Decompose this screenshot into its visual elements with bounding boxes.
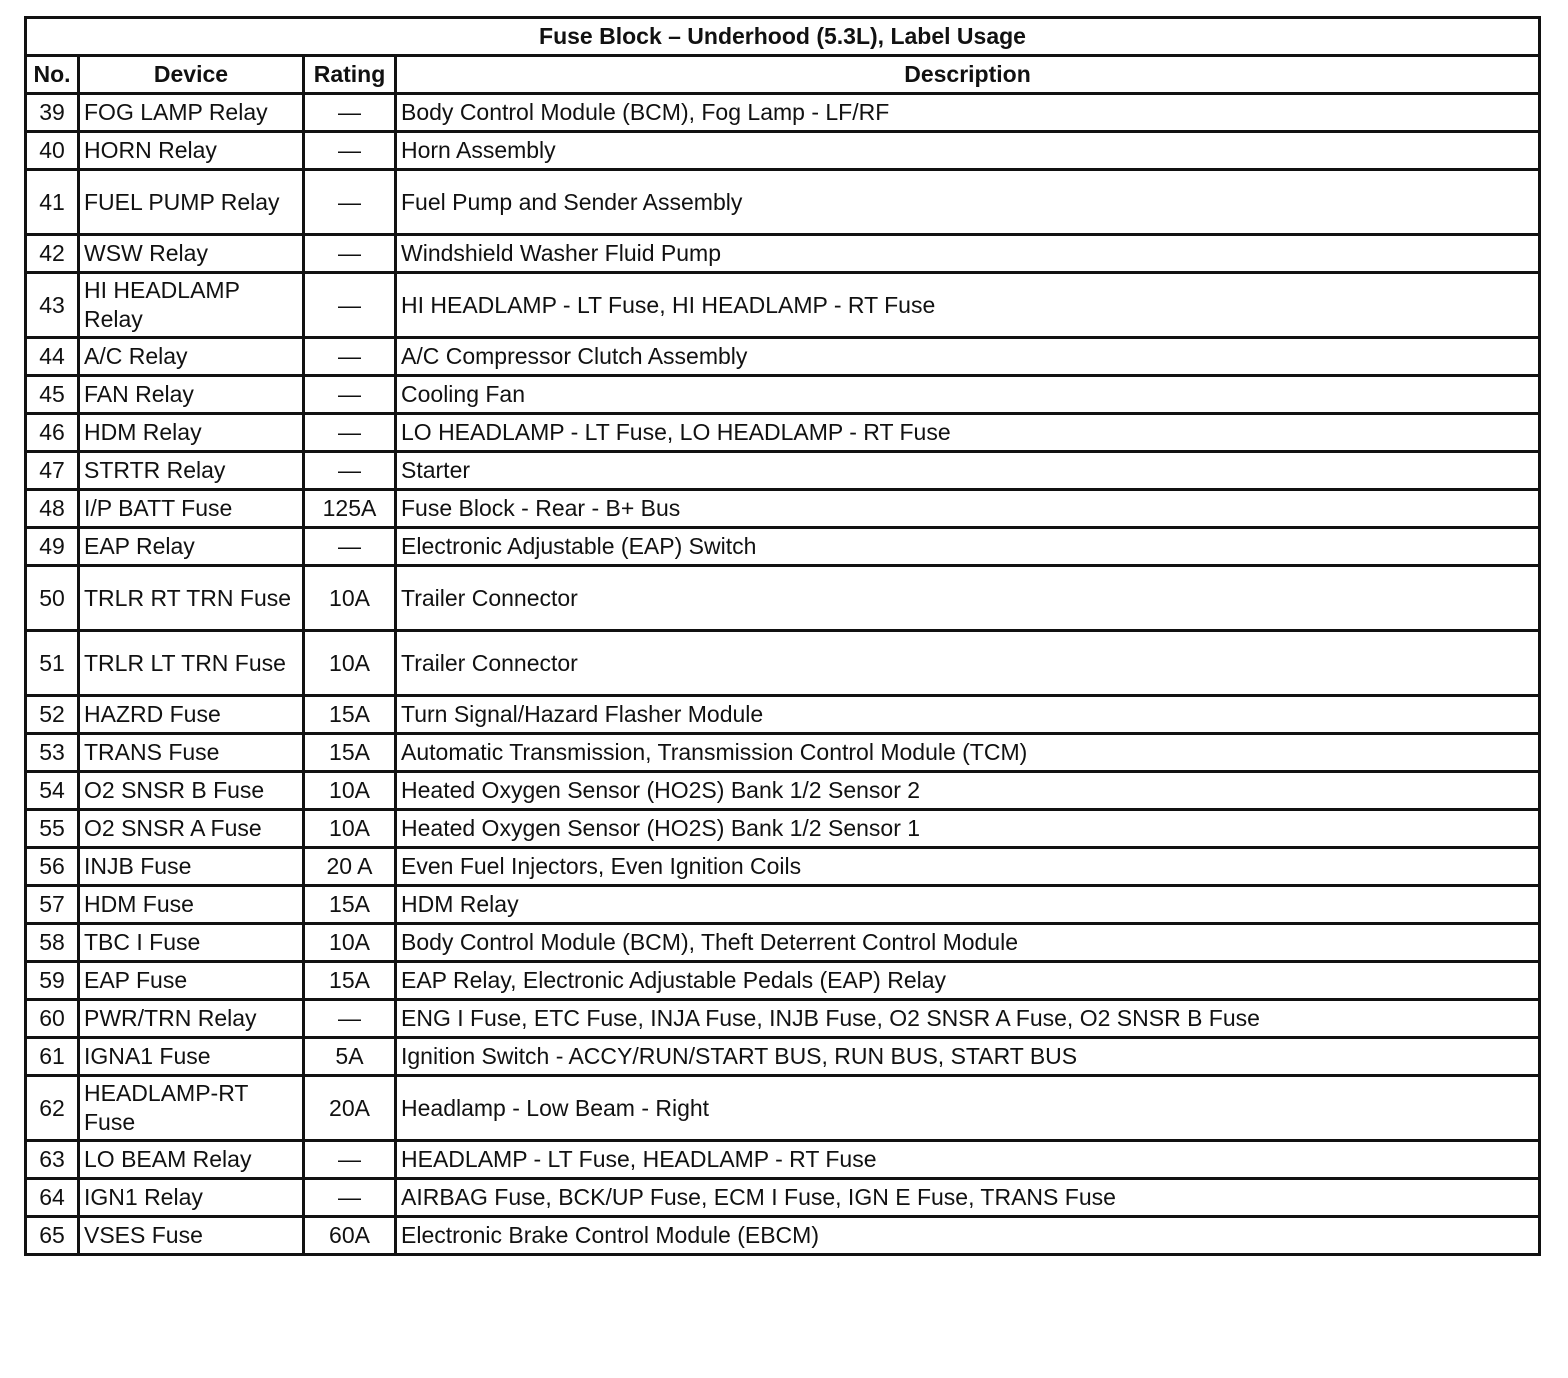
fuse-usage-table (24, 16, 1541, 1256)
cell-description: Body Control Module (BCM), Fog Lamp - LF/RF (396, 94, 1540, 132)
cell-device: O2 SNSR A Fuse (79, 810, 304, 848)
cell-rating: 15A (304, 886, 396, 924)
cell-rating: 10A (304, 772, 396, 810)
cell-description: Windshield Washer Fluid Pump (396, 235, 1540, 273)
cell-description: Cooling Fan (396, 376, 1540, 414)
cell-description: Fuse Block - Rear - B+ Bus (396, 490, 1540, 528)
cell-rating: 15A (304, 696, 396, 734)
cell-no: 46 (26, 414, 79, 452)
cell-device: INJB Fuse (79, 848, 304, 886)
table-row (26, 376, 1540, 414)
cell-description: Heated Oxygen Sensor (HO2S) Bank 1/2 Sensor 1 (396, 810, 1540, 848)
cell-description: Electronic Brake Control Module (EBCM) (396, 1217, 1540, 1255)
cell-no: 44 (26, 338, 79, 376)
header-description: Description (396, 56, 1540, 94)
cell-rating: — (304, 376, 396, 414)
cell-rating: — (304, 94, 396, 132)
cell-no: 47 (26, 452, 79, 490)
cell-description: Body Control Module (BCM), Theft Deterrent Control Module (396, 924, 1540, 962)
cell-device: TRLR LT TRN Fuse (79, 631, 304, 696)
cell-description: HDM Relay (396, 886, 1540, 924)
cell-device: A/C Relay (79, 338, 304, 376)
cell-device: TBC I Fuse (79, 924, 304, 962)
cell-description: Even Fuel Injectors, Even Ignition Coils (396, 848, 1540, 886)
cell-no: 41 (26, 170, 79, 235)
cell-no: 60 (26, 1000, 79, 1038)
cell-no: 42 (26, 235, 79, 273)
table-row (26, 414, 1540, 452)
cell-device: HEADLAMP-RT Fuse (79, 1076, 304, 1141)
table-row (26, 1217, 1540, 1255)
table-title: Fuse Block – Underhood (5.3L), Label Usage (26, 18, 1540, 56)
cell-description: ENG I Fuse, ETC Fuse, INJA Fuse, INJB Fuse, O2 SNSR A Fuse, O2 SNSR B Fuse (396, 1000, 1540, 1038)
cell-device: O2 SNSR B Fuse (79, 772, 304, 810)
table-row (26, 631, 1540, 696)
cell-rating: 15A (304, 962, 396, 1000)
cell-no: 61 (26, 1038, 79, 1076)
table-row (26, 1038, 1540, 1076)
cell-rating: — (304, 1141, 396, 1179)
cell-no: 58 (26, 924, 79, 962)
cell-description: Turn Signal/Hazard Flasher Module (396, 696, 1540, 734)
cell-no: 52 (26, 696, 79, 734)
cell-no: 54 (26, 772, 79, 810)
cell-description: A/C Compressor Clutch Assembly (396, 338, 1540, 376)
cell-no: 39 (26, 94, 79, 132)
table-row (26, 886, 1540, 924)
header-device: Device (79, 56, 304, 94)
cell-rating: 10A (304, 810, 396, 848)
cell-no: 43 (26, 273, 79, 338)
cell-device: IGNA1 Fuse (79, 1038, 304, 1076)
cell-description: LO HEADLAMP - LT Fuse, LO HEADLAMP - RT Fuse (396, 414, 1540, 452)
cell-no: 45 (26, 376, 79, 414)
cell-description: Starter (396, 452, 1540, 490)
table-row (26, 810, 1540, 848)
cell-rating: — (304, 273, 396, 338)
cell-device: STRTR Relay (79, 452, 304, 490)
table-row (26, 273, 1540, 338)
header-no: No. (26, 56, 79, 94)
table-body (26, 94, 1540, 1255)
cell-no: 53 (26, 734, 79, 772)
cell-description: Heated Oxygen Sensor (HO2S) Bank 1/2 Sensor 2 (396, 772, 1540, 810)
table-row (26, 170, 1540, 235)
table-header-row (26, 56, 1540, 94)
cell-rating: — (304, 528, 396, 566)
cell-device: TRANS Fuse (79, 734, 304, 772)
cell-rating: 60A (304, 1217, 396, 1255)
cell-no: 51 (26, 631, 79, 696)
cell-description: Trailer Connector (396, 566, 1540, 631)
cell-device: HORN Relay (79, 132, 304, 170)
cell-rating: 125A (304, 490, 396, 528)
cell-description: Headlamp - Low Beam - Right (396, 1076, 1540, 1141)
cell-rating: — (304, 235, 396, 273)
table-row (26, 1141, 1540, 1179)
cell-no: 57 (26, 886, 79, 924)
cell-device: TRLR RT TRN Fuse (79, 566, 304, 631)
cell-description: HI HEADLAMP - LT Fuse, HI HEADLAMP - RT Fuse (396, 273, 1540, 338)
cell-device: PWR/TRN Relay (79, 1000, 304, 1038)
table-row (26, 528, 1540, 566)
table-row (26, 924, 1540, 962)
cell-device: LO BEAM Relay (79, 1141, 304, 1179)
cell-device: VSES Fuse (79, 1217, 304, 1255)
table-row (26, 1179, 1540, 1217)
cell-rating: — (304, 338, 396, 376)
table-row (26, 696, 1540, 734)
cell-no: 48 (26, 490, 79, 528)
table-row (26, 490, 1540, 528)
cell-rating: — (304, 1000, 396, 1038)
cell-rating: — (304, 132, 396, 170)
table-row (26, 1076, 1540, 1141)
cell-rating: 5A (304, 1038, 396, 1076)
table-row (26, 452, 1540, 490)
table-row (26, 132, 1540, 170)
header-rating: Rating (304, 56, 396, 94)
cell-device: IGN1 Relay (79, 1179, 304, 1217)
table-row (26, 94, 1540, 132)
cell-device: HI HEADLAMP Relay (79, 273, 304, 338)
table-row (26, 338, 1540, 376)
cell-device: HDM Relay (79, 414, 304, 452)
cell-rating: 10A (304, 631, 396, 696)
cell-no: 63 (26, 1141, 79, 1179)
cell-no: 64 (26, 1179, 79, 1217)
cell-description: AIRBAG Fuse, BCK/UP Fuse, ECM I Fuse, IGN E Fuse, TRANS Fuse (396, 1179, 1540, 1217)
cell-rating: 10A (304, 924, 396, 962)
cell-description: Fuel Pump and Sender Assembly (396, 170, 1540, 235)
cell-device: EAP Fuse (79, 962, 304, 1000)
cell-description: Horn Assembly (396, 132, 1540, 170)
cell-description: Electronic Adjustable (EAP) Switch (396, 528, 1540, 566)
cell-device: FUEL PUMP Relay (79, 170, 304, 235)
table-row (26, 566, 1540, 631)
cell-device: HDM Fuse (79, 886, 304, 924)
cell-description: EAP Relay, Electronic Adjustable Pedals (EAP) Relay (396, 962, 1540, 1000)
cell-no: 62 (26, 1076, 79, 1141)
cell-description: Trailer Connector (396, 631, 1540, 696)
cell-device: FOG LAMP Relay (79, 94, 304, 132)
cell-no: 65 (26, 1217, 79, 1255)
cell-no: 55 (26, 810, 79, 848)
cell-rating: — (304, 1179, 396, 1217)
cell-no: 40 (26, 132, 79, 170)
cell-device: EAP Relay (79, 528, 304, 566)
cell-no: 56 (26, 848, 79, 886)
cell-description: Ignition Switch - ACCY/RUN/START BUS, RUN BUS, START BUS (396, 1038, 1540, 1076)
cell-no: 50 (26, 566, 79, 631)
cell-description: Automatic Transmission, Transmission Control Module (TCM) (396, 734, 1540, 772)
cell-device: HAZRD Fuse (79, 696, 304, 734)
table-row (26, 848, 1540, 886)
cell-device: WSW Relay (79, 235, 304, 273)
cell-rating: 20A (304, 1076, 396, 1141)
cell-rating: 10A (304, 566, 396, 631)
cell-no: 59 (26, 962, 79, 1000)
cell-device: I/P BATT Fuse (79, 490, 304, 528)
cell-rating: — (304, 452, 396, 490)
cell-device: FAN Relay (79, 376, 304, 414)
cell-description: HEADLAMP - LT Fuse, HEADLAMP - RT Fuse (396, 1141, 1540, 1179)
table-row (26, 1000, 1540, 1038)
table-row (26, 772, 1540, 810)
cell-no: 49 (26, 528, 79, 566)
table-title-row (26, 18, 1540, 56)
table-row (26, 962, 1540, 1000)
cell-rating: — (304, 170, 396, 235)
cell-rating: 15A (304, 734, 396, 772)
cell-rating: 20 A (304, 848, 396, 886)
table-row (26, 734, 1540, 772)
cell-rating: — (304, 414, 396, 452)
table-row (26, 235, 1540, 273)
